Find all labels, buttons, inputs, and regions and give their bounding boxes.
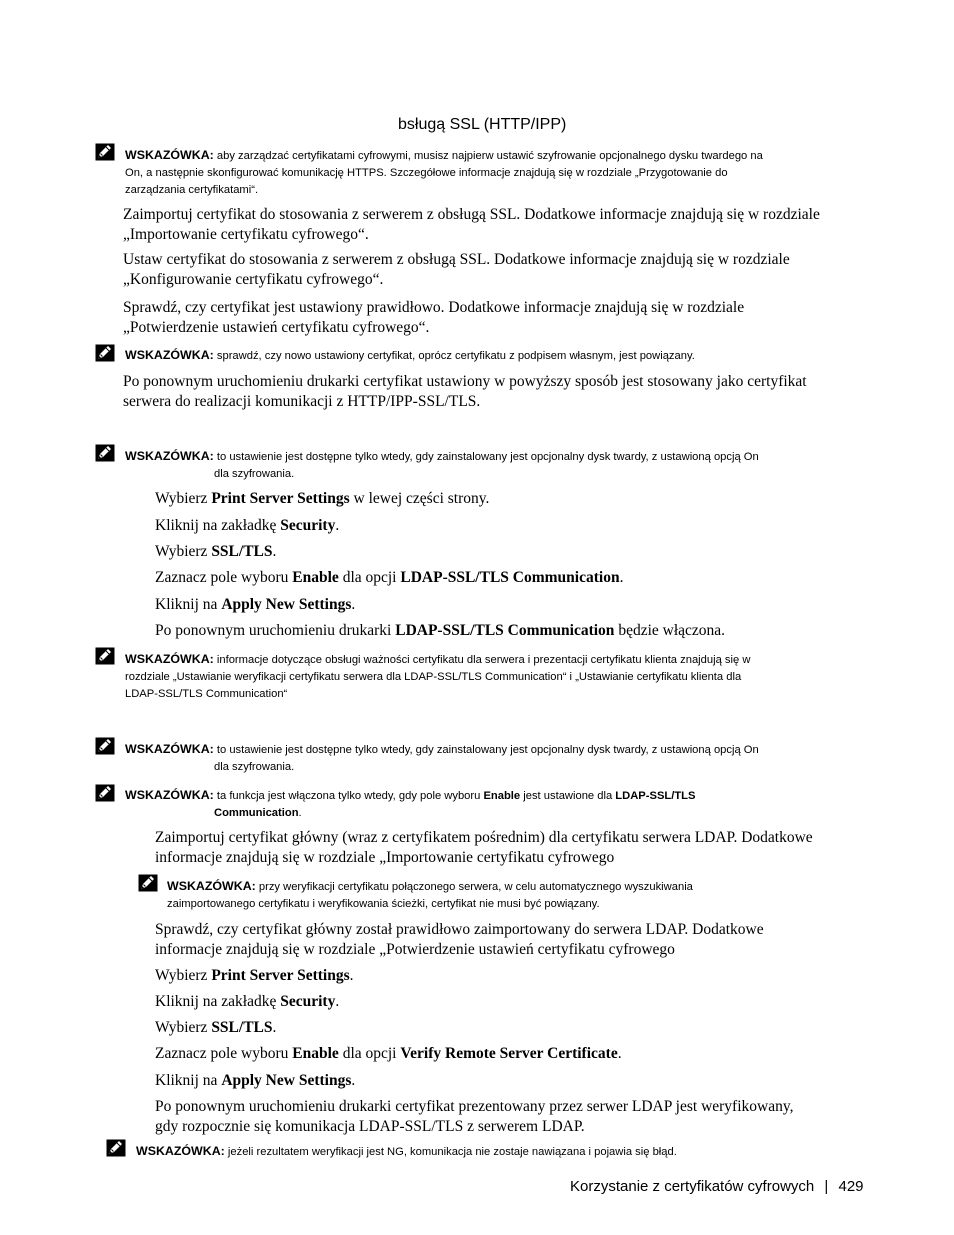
note-2: WSKAZÓWKA: sprawdź, czy nowo ustawiony certyfikat, oprócz certyfikatu z podpisem własnym, jest powiązany. [125,348,695,362]
paragraph-set: Ustaw certyfikat do stosowania z serwerem z obsługą SSL. Dodatkowe informacje znajdują się w rozdziale „Konfigurowanie certyfikatu cyfrowego“. [123,251,790,288]
footer-title: Korzystanie z certyfikatów cyfrowych [570,1178,815,1195]
note-5: WSKAZÓWKA: to ustawienie jest dostępne tylko wtedy, gdy zainstalowany jest opcjonalny dysk twardy, z ustawioną opcją On dla szyfrowania. [125,742,759,773]
footer-separator: | [824,1178,829,1195]
note-pencil-icon [95,143,115,161]
note-8: WSKAZÓWKA: jeżeli rezultatem weryfikacji jest NG, komunikacja nie zostaje nawiązana i pojawia się błąd. [136,1144,677,1158]
note-pencil-icon [95,344,115,362]
section-heading: bsługą SSL (HTTP/IPP) [398,116,567,133]
note-pencil-icon [106,1139,126,1157]
note-7: WSKAZÓWKA: przy weryfikacji certyfikatu połączonego serwera, w celu automatycznego wyszukiwania zaimportowanego certyfikatu i weryfikowania ścieżki, certyfikat nie musi być powiązany. [167,879,693,910]
step2-apply: Kliknij na Apply New Settings. [155,1072,356,1089]
note-pencil-icon [138,874,158,892]
paragraph-check-root: Sprawdź, czy certyfikat główny został prawidłowo zaimportowany do serwera LDAP. Dodatkowe informacje znajdują się w rozdziale „Potwierdzenie ustawień certyfikatu cyfrowego [155,921,764,958]
paragraph-import-root: Zaimportuj certyfikat główny (wraz z certyfikatem pośrednim) dla certyfikatu serwera LDAP. Dodatkowe informacje znajdują się w rozdziale „Importowanie certyfikatu cyfrowego [155,829,813,866]
note-6: WSKAZÓWKA: ta funkcja jest włączona tylko wtedy, gdy pole wyboru Enable jest ustawione dla LDAP-SSL/TLS Communication. [125,788,696,819]
note-pencil-icon [95,647,115,665]
page-number: 429 [838,1178,864,1195]
step2-security-tab: Kliknij na zakładkę Security. [155,993,340,1010]
page-footer [570,1178,864,1195]
note-pencil-icon [95,737,115,755]
step-apply: Kliknij na Apply New Settings. [155,596,356,613]
note-label: WSKAZÓWKA: [125,148,214,162]
step-select-print-server: Wybierz Print Server Settings w lewej części strony. [155,490,490,507]
step2-select-print-server: Wybierz Print Server Settings. [155,967,354,984]
paragraph-restart-verify: Po ponownym uruchomieniu drukarki certyfikat prezentowany przez serwer LDAP jest weryfikowany, gdy rozpocznie się komunikacja LDAP-SSL/TLS z serwerem LDAP. [155,1098,794,1135]
step2-enable-verify: Zaznacz pole wyboru Enable dla opcji Verify Remote Server Certificate. [155,1045,622,1062]
paragraph-check: Sprawdź, czy certyfikat jest ustawiony prawidłowo. Dodatkowe informacje znajdują się w rozdziale „Potwierdzenie ustawień certyfikatu cyfrowego“. [123,299,745,336]
step-security-tab: Kliknij na zakładkę Security. [155,517,340,534]
note-4: WSKAZÓWKA: informacje dotyczące obsługi ważności certyfikatu dla serwera i prezentacji certyfikatu klienta znajdują się w rozdziale „Ustawianie weryfikacji certyfikatu serwera dla LDAP-SSL/TLS Communication“ i „Ustawianie certyfikatu klienta dla LDAP-SSL/TLS Communication“ [125,652,751,700]
step-enable-ldap: Zaznacz pole wyboru Enable dla opcji LDAP-SSL/TLS Communication. [155,569,624,586]
note-3: WSKAZÓWKA: to ustawienie jest dostępne tylko wtedy, gdy zainstalowany jest opcjonalny dysk twardy, z ustawioną opcją On dla szyfrowania. [125,449,759,480]
note-1: WSKAZÓWKA: aby zarządzać certyfikatami cyfrowymi, musisz najpierw ustawić szyfrowanie opcjonalnego dysku twardego na On, a następnie skonfigurować komunikację HTTPS. Szczegółowe informacje znajdują się w rozdziale „Przygotowanie do zarządzania certyfikatami“. [125,148,763,196]
note-pencil-icon [95,444,115,462]
paragraph-restart: Po ponownym uruchomieniu drukarki certyfikat ustawiony w powyższy sposób jest stosowany jako certyfikat serwera do realizacji komunikacji z HTTP/IPP-SSL/TLS. [123,373,807,410]
paragraph-import: Zaimportuj certyfikat do stosowania z serwerem z obsługą SSL. Dodatkowe informacje znajdują się w rozdziale „Importowanie certyfikatu cyfrowego“. [123,206,820,243]
step2-select-ssl: Wybierz SSL/TLS. [155,1019,277,1036]
step-select-ssl: Wybierz SSL/TLS. [155,543,277,560]
step-restart: Po ponownym uruchomieniu drukarki LDAP-SSL/TLS Communication będzie włączona. [155,622,726,639]
note-pencil-icon [95,784,115,802]
